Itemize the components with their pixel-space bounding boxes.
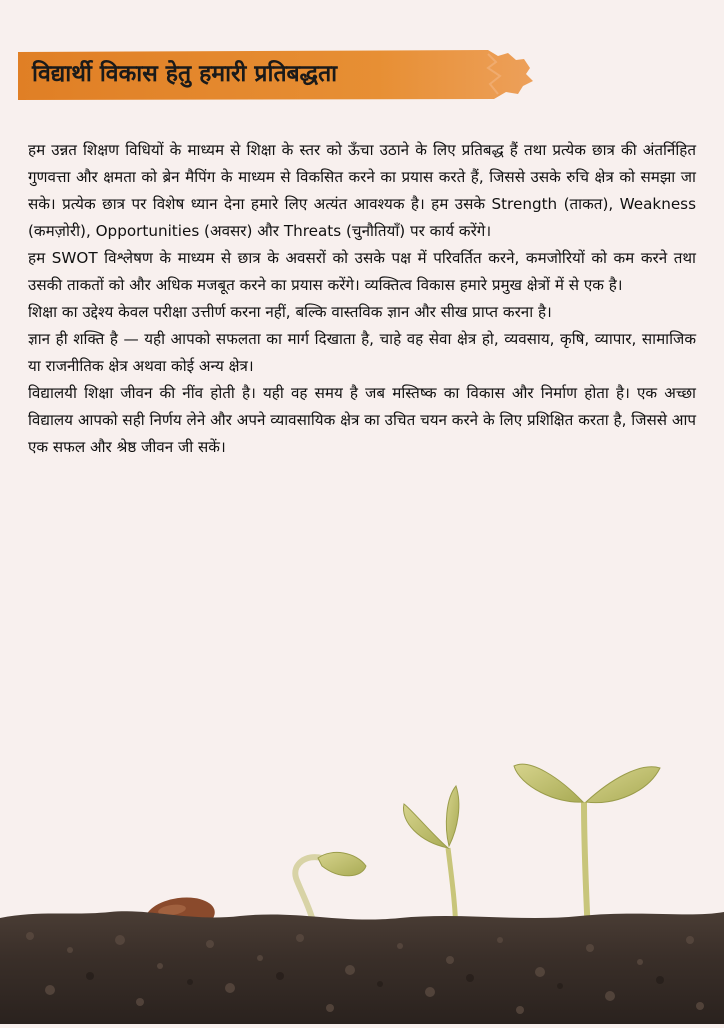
body-text [28,137,696,461]
title-banner [18,50,533,100]
page-title: विद्यार्थी विकास हेतु हमारी प्रतिबद्धता [32,61,338,87]
paragraph-2: हम SWOT विश्लेषण के माध्यम से छात्र के अवसरों को उसके पक्ष में परिवर्तित करने, कमजोरियों को कम करने तथा उसकी ताकतों को और अधिक मजबूत करने का प्रयास करेंगे। व्यक्तित्व विकास हमारे प्रमुख क्षेत्रों में से एक है। [28,249,696,294]
seedling-stage-5 [514,764,660,935]
seedling-growth-image [0,740,724,1024]
seedling-stage-4 [403,786,458,938]
soil-ground [0,911,724,1024]
paragraph-1: हम उन्नत शिक्षण विधियों के माध्यम से शिक्षा के स्तर को ऊँचा उठाने के लिए प्रतिबद्ध हैं तथा प्रत्येक छात्र की अंतर्निहित गुणवत्ता और क्षमता को ब्रेन मैपिंग के माध्यम से विकसित करने का प्रयास करते हैं, जिससे उसके रुचि क्षेत्र को समझा जा सके। प्रत्येक छात्र पर विशेष ध्यान देना हमारे लिए अत्यंत आवश्यक है। हम उसके Strength (ताकत), Weakness (कमज़ोरी), Opportunities (अवसर) और Threats (चुनौतियाँ) पर कार्य करेंगे। [28,141,696,240]
growth-illustration [0,740,724,1024]
paragraph-4: ज्ञान ही शक्ति है — यही आपको सफलता का मार्ग दिखाता है, चाहे वह सेवा क्षेत्र हो, व्यवसाय, कृषि, व्यापार, सामाजिक या राजनीतिक क्षेत्र अथवा कोई अन्य क्षेत्र। [28,330,696,375]
paragraph-3: शिक्षा का उद्देश्य केवल परीक्षा उत्तीर्ण करना नहीं, बल्कि वास्तविक ज्ञान और सीख प्राप्त करना है। [28,303,552,321]
paragraph-5: विद्यालयी शिक्षा जीवन की नींव होती है। यही वह समय है जब मस्तिष्क का विकास और निर्माण होता है। एक अच्छा विद्यालय आपको सही निर्णय लेने और अपने व्यावसायिक क्षेत्र का उचित चयन करने के लिए प्रशिक्षित करता है, जिससे आप एक सफल और श्रेष्ठ जीवन जी सकें। [28,384,696,456]
